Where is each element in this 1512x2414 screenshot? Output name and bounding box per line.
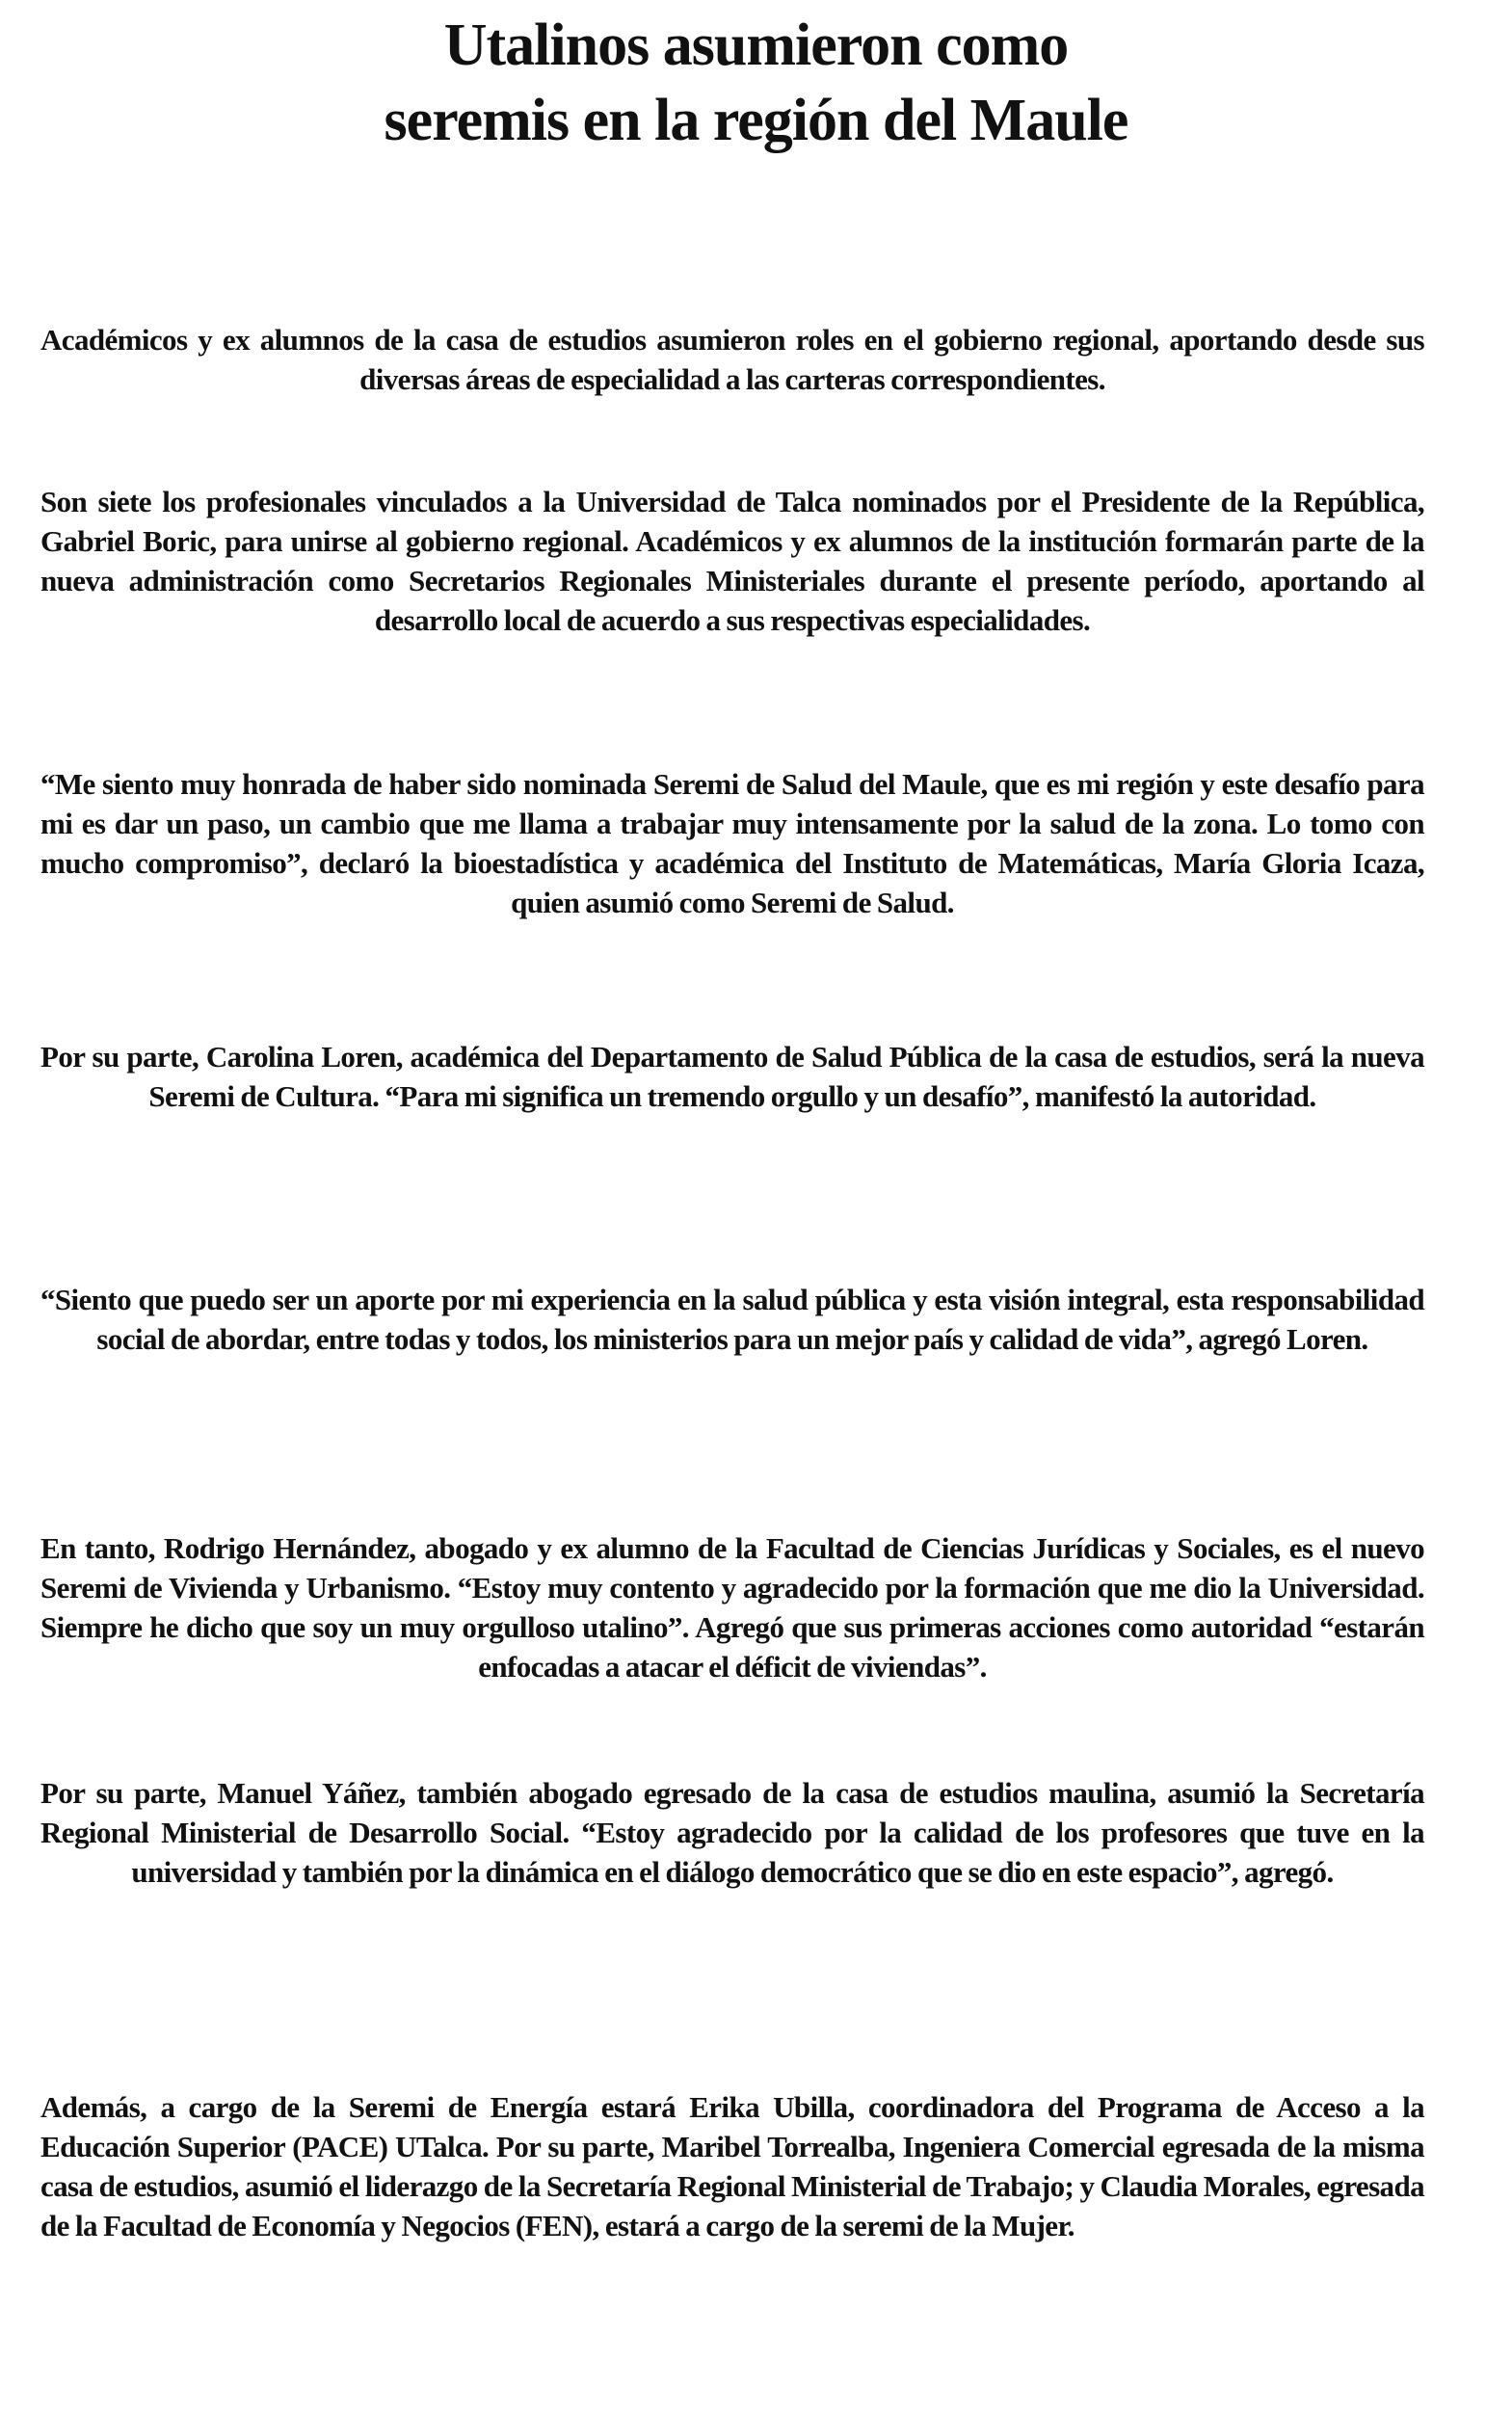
article-paragraph-icaza-quote: “Me siento muy honrada de haber sido nominada Seremi de Salud del Maule, que es mi región y este desafío para mi es dar un paso, un cambio que me llama a trabajar muy intensamente por la salud de la zona. Lo tomo con mucho compromiso”, declaró la bioestadística y académica del Instituto de Matemáticas, María Gloria Icaza, quien asumió como Seremi de Salud. (40, 767, 1424, 919)
article-paragraph-intro: Son siete los profesionales vinculados a la Universidad de Talca nominados por el Presidente de la República, Gabriel Boric, para unirse al gobierno regional. Académicos y ex alumnos de la institución formarán parte de la nueva administración como Secretarios Regionales Ministeriales durante el presente período, aportando al desarrollo local de acuerdo a sus respectivas especialidades. (40, 485, 1424, 637)
article-paragraph-others: Además, a cargo de la Seremi de Energía estará Erika Ubilla, coordinadora del Programa de Acceso a la Educación Superior (PACE) UTalca. Por su parte, Maribel Torrealba, Ingeniera Comercial egresada de la misma casa de estudios, asumió el liderazgo de la Secretaría Regional Ministerial de Trabajo; y Claudia Morales, egresada de la Facultad de Economía y Negocios (FEN), estará a cargo de la seremi de la Mujer. (40, 2090, 1424, 2242)
article-title-line-1: Utalinos asumieron como (443, 13, 1069, 78)
article-lead-paragraph: Académicos y ex alumnos de la casa de estudios asumieron roles en el gobierno regional, aportando desde sus diversas áreas de especialidad a las carteras correspondientes. (40, 323, 1424, 396)
article-paragraph-yanez: Por su parte, Manuel Yáñez, también abogado egresado de la casa de estudios maulina, asumió la Secretaría Regional Ministerial de Desarrollo Social. “Estoy agradecido por la calidad de los profesores que tuve en la universidad y también por la dinámica en el diálogo democrático que se dio en este espacio”, agregó. (40, 1776, 1424, 1889)
article-paragraph-hernandez: En tanto, Rodrigo Hernández, abogado y ex alumno de la Facultad de Ciencias Jurídicas y Sociales, es el nuevo Seremi de Vivienda y Urbanismo. “Estoy muy contento y agradecido por la formación que me dio la Universidad. Siempre he dicho que soy un muy orgulloso utalino”. Agregó que sus primeras acciones como autoridad “estarán enfocadas a atacar el déficit de viviendas”. (40, 1531, 1424, 1684)
article-paragraph-loren-quote: “Siento que puedo ser un aporte por mi experiencia en la salud pública y esta visión integral, esta responsabilidad social de abordar, entre todas y todos, los ministerios para un mejor país y calidad de vida”, agregó Loren. (40, 1283, 1424, 1356)
article-title (0, 8, 1512, 158)
article-title-line-2: seremis en la región del Maule (384, 88, 1128, 153)
article-paragraph-loren: Por su parte, Carolina Loren, académica del Departamento de Salud Pública de la casa de estudios, será la nueva Seremi de Cultura. “Para mi significa un tremendo orgullo y un desafío”, manifestó la autoridad. (40, 1040, 1424, 1113)
